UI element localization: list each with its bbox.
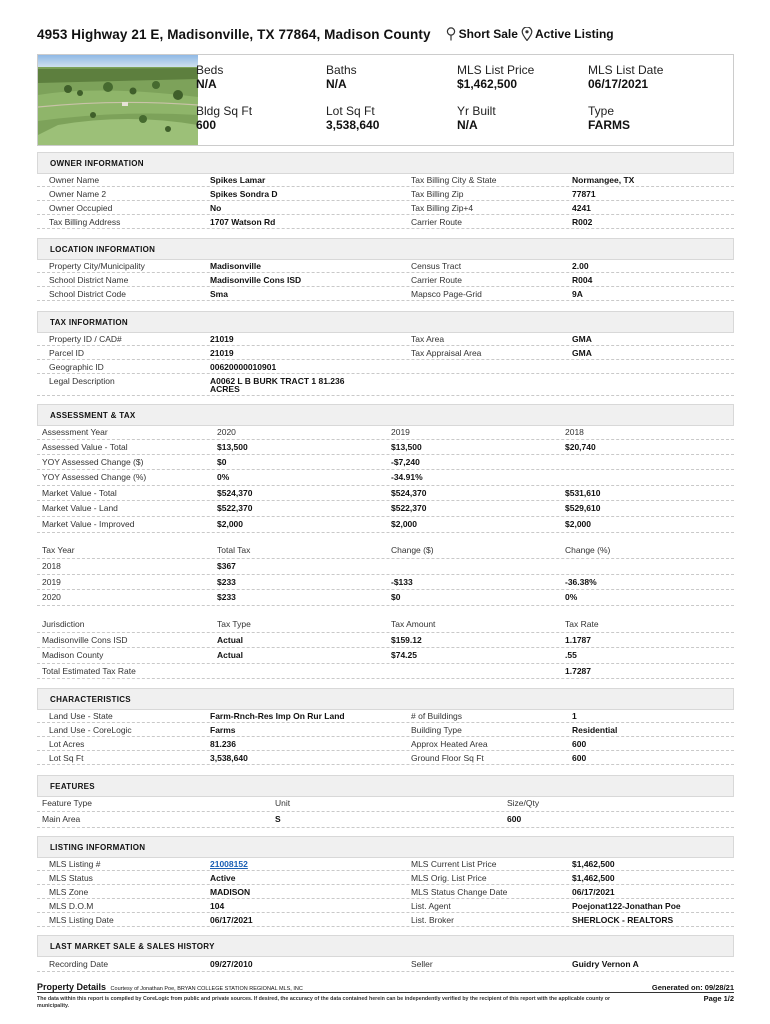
- field-label: 2020: [42, 592, 61, 602]
- table-row: [37, 871, 734, 885]
- table-row: [37, 812, 734, 828]
- column-header: 2019: [391, 427, 410, 437]
- table-row: [37, 201, 734, 215]
- field-label: Owner Name: [49, 175, 100, 185]
- table-row: [37, 575, 734, 590]
- table-row: [37, 857, 734, 871]
- field-value: A0062 L B BURK TRACT 1 81.236: [210, 376, 345, 386]
- mls-listing-link[interactable]: 21008152: [210, 859, 248, 869]
- table-row: [37, 425, 734, 440]
- field-value: 2.00: [572, 261, 589, 271]
- field-label: 2019: [42, 577, 61, 587]
- field-label: Owner Name 2: [49, 189, 107, 199]
- page-number: Page 1/2: [703, 994, 734, 1003]
- list-date-value: 06/17/2021: [588, 77, 649, 91]
- field-label: Building Type: [411, 725, 462, 735]
- owner-section-heading: OWNER INFORMATION: [37, 152, 734, 174]
- field-value: $20,740: [565, 442, 596, 452]
- field-label: Property ID / CAD#: [49, 334, 122, 344]
- table-row: [37, 273, 734, 287]
- field-value: GMA: [572, 348, 592, 358]
- field-value: Madisonville: [210, 261, 262, 271]
- bldg-sqft-value: 600: [196, 118, 217, 132]
- column-header: 2020: [217, 427, 236, 437]
- beds-label: Beds: [196, 63, 224, 77]
- field-label: Carrier Route: [411, 275, 463, 285]
- field-value: Normangee, TX: [572, 175, 635, 185]
- lot-sqft-label: Lot Sq Ft: [326, 104, 375, 118]
- table-row: [37, 957, 734, 972]
- table-row: [37, 590, 734, 606]
- field-label: # of Buildings: [411, 711, 463, 721]
- field-value: $233: [217, 577, 236, 587]
- field-label: Approx Heated Area: [411, 739, 488, 749]
- field-label: Tax Billing City & State: [411, 175, 497, 185]
- field-label: Property City/Municipality: [49, 261, 145, 271]
- field-value: 0%: [217, 472, 230, 482]
- table-row: [37, 559, 734, 575]
- field-label: Carrier Route: [411, 217, 463, 227]
- table-row: [37, 633, 734, 648]
- table-row: [37, 913, 734, 927]
- baths-stat: [326, 63, 446, 92]
- field-value: 1707 Watson Rd: [210, 217, 276, 227]
- field-label: Total Estimated Tax Rate: [42, 666, 136, 676]
- characteristics-section-heading: CHARACTERISTICS: [37, 688, 734, 710]
- table-row: [37, 617, 734, 633]
- location-section-heading: LOCATION INFORMATION: [37, 238, 734, 260]
- column-header: Tax Amount: [391, 619, 436, 629]
- list-date-stat: [588, 63, 708, 92]
- field-value: 1.1787: [565, 635, 591, 645]
- lot-sqft-stat: [326, 104, 446, 133]
- table-row: [37, 259, 734, 273]
- property-address-title: 4953 Highway 21 E, Madisonville, TX 77864, Madison County: [37, 26, 431, 42]
- field-label: Owner Occupied: [49, 203, 113, 213]
- table-row: [37, 215, 734, 229]
- yr-built-label: Yr Built: [457, 104, 496, 118]
- column-header: Tax Type: [217, 619, 251, 629]
- field-value: 4241: [572, 203, 591, 213]
- table-row: [37, 543, 734, 559]
- field-value: 3,538,640: [210, 753, 248, 763]
- field-value: 81.236: [210, 739, 236, 749]
- field-label: Legal Description: [49, 376, 115, 386]
- field-value: $0: [217, 457, 227, 467]
- field-value: 600: [572, 739, 587, 749]
- active-listing-flag: Active Listing: [534, 27, 614, 41]
- field-value: 21019: [210, 348, 234, 358]
- field-value: $522,370: [217, 503, 253, 513]
- field-label: Land Use - CoreLogic: [49, 725, 132, 735]
- map-pin-icon: [445, 27, 457, 41]
- field-value: -34.91%: [391, 472, 423, 482]
- field-value: 09/27/2010: [210, 959, 253, 969]
- field-label: MLS Orig. List Price: [411, 873, 487, 883]
- field-label: School District Name: [49, 275, 129, 285]
- field-value: -36.38%: [565, 577, 597, 587]
- field-label: Geographic ID: [49, 362, 104, 372]
- field-value: 0%: [565, 592, 578, 602]
- field-label: Tax Billing Zip: [411, 189, 464, 199]
- field-value: Farms: [210, 725, 236, 735]
- field-label: MLS Listing #: [49, 859, 101, 869]
- listing-section-heading: LISTING INFORMATION: [37, 836, 734, 858]
- field-value: -$133: [391, 577, 413, 587]
- field-label: 2018: [42, 561, 61, 571]
- column-header: Feature Type: [42, 798, 92, 808]
- beds-value: N/A: [196, 77, 217, 91]
- field-value: $2,000: [217, 519, 243, 529]
- field-value: 06/17/2021: [210, 915, 253, 925]
- field-value: $159.12: [391, 635, 422, 645]
- table-row: [37, 470, 734, 486]
- column-header: Jurisdiction: [42, 619, 85, 629]
- column-header: Total Tax: [217, 545, 251, 555]
- field-label: Market Value - Total: [42, 488, 117, 498]
- field-label: YOY Assessed Change ($): [42, 457, 144, 467]
- short-sale-flag: Short Sale: [458, 27, 518, 41]
- column-header: 2018: [565, 427, 584, 437]
- features-section-heading: FEATURES: [37, 775, 734, 797]
- baths-value: N/A: [326, 77, 347, 91]
- field-label: MLS Current List Price: [411, 859, 497, 869]
- field-value: SHERLOCK - REALTORS: [572, 915, 674, 925]
- field-value: ACRES: [210, 384, 240, 394]
- field-label: Tax Appraisal Area: [411, 348, 482, 358]
- table-row: [37, 346, 734, 360]
- field-value: $524,370: [391, 488, 427, 498]
- field-value: Madisonville Cons ISD: [210, 275, 302, 285]
- table-row: [37, 899, 734, 913]
- list-price-value: $1,462,500: [457, 77, 518, 91]
- last-sale-section-heading: LAST MARKET SALE & SALES HISTORY: [37, 935, 734, 957]
- field-value: $367: [217, 561, 236, 571]
- field-value: Spikes Sondra D: [210, 189, 278, 199]
- field-value: R002: [572, 217, 593, 227]
- field-value: 600: [572, 753, 587, 763]
- table-row: [37, 751, 734, 765]
- field-label: List. Broker: [411, 915, 454, 925]
- field-label: MLS D.O.M: [49, 901, 94, 911]
- field-value: $522,370: [391, 503, 427, 513]
- type-label: Type: [588, 104, 615, 118]
- field-value: 1: [572, 711, 577, 721]
- field-label: Census Tract: [411, 261, 462, 271]
- field-value: 00620000010901: [210, 362, 277, 372]
- table-row: [37, 796, 734, 812]
- field-value: Active: [210, 873, 236, 883]
- footer-title: [37, 982, 303, 992]
- generation-info: [652, 982, 734, 1004]
- field-value: $233: [217, 592, 236, 602]
- column-header: Unit: [275, 798, 291, 808]
- field-label: School District Code: [49, 289, 127, 299]
- field-value: Poejonat122-Jonathan Poe: [572, 901, 681, 911]
- report-title: Property Details: [37, 982, 107, 992]
- field-value: S: [275, 814, 281, 824]
- field-value: GMA: [572, 334, 592, 344]
- field-value: $529,610: [565, 503, 601, 513]
- field-label: Tax Billing Address: [49, 217, 121, 227]
- table-row: [37, 501, 734, 517]
- field-label: Recording Date: [49, 959, 109, 969]
- list-price-stat: [457, 63, 577, 92]
- field-value: No: [210, 203, 222, 213]
- lot-sqft-value: 3,538,640: [326, 118, 380, 132]
- field-value: $1,462,500: [572, 859, 615, 869]
- field-label: Market Value - Land: [42, 503, 118, 513]
- field-value: 77871: [572, 189, 596, 199]
- field-value: Farm-Rnch-Res Imp On Rur Land: [210, 711, 345, 721]
- field-label: Tax Area: [411, 334, 445, 344]
- field-value: 1.7287: [565, 666, 591, 676]
- field-label: Land Use - State: [49, 711, 113, 721]
- list-date-label: MLS List Date: [588, 63, 664, 77]
- property-summary: [37, 54, 734, 146]
- header: [37, 24, 737, 44]
- table-row: [37, 648, 734, 664]
- assessment-section-heading: ASSESSMENT & TAX: [37, 404, 734, 426]
- list-price-label: MLS List Price: [457, 63, 535, 77]
- location-pin-icon: [521, 27, 533, 41]
- table-row: [37, 664, 734, 679]
- field-value: MADISON: [210, 887, 251, 897]
- tax-section-heading: TAX INFORMATION: [37, 311, 734, 333]
- field-value: Sma: [210, 289, 228, 299]
- column-header: Tax Year: [42, 545, 75, 555]
- table-row: [37, 187, 734, 201]
- field-value: Spikes Lamar: [210, 175, 266, 185]
- table-row: [37, 709, 734, 723]
- table-row: [37, 332, 734, 346]
- field-value: $531,610: [565, 488, 601, 498]
- field-label: Main Area: [42, 814, 81, 824]
- field-value: Guidry Vernon A: [572, 959, 639, 969]
- table-row: [37, 360, 734, 374]
- field-value: 06/17/2021: [572, 887, 615, 897]
- yr-built-stat: [457, 104, 577, 133]
- table-row: [37, 440, 734, 455]
- field-label: MLS Status Change Date: [411, 887, 508, 897]
- type-value: FARMS: [588, 118, 630, 132]
- field-value: $1,462,500: [572, 873, 615, 883]
- field-label: Lot Acres: [49, 739, 85, 749]
- field-label: Ground Floor Sq Ft: [411, 753, 484, 763]
- field-label: MLS Status: [49, 873, 93, 883]
- property-aerial-photo[interactable]: [38, 55, 198, 145]
- generated-date: Generated on: 09/28/21: [651, 983, 734, 992]
- field-value: Residential: [572, 725, 618, 735]
- column-header: Change ($): [391, 545, 434, 555]
- footer-divider: [37, 992, 734, 993]
- field-value: $524,370: [217, 488, 253, 498]
- field-label: MLS Zone: [49, 887, 89, 897]
- field-value: R004: [572, 275, 593, 285]
- field-label: Seller: [411, 959, 433, 969]
- field-value: $2,000: [565, 519, 591, 529]
- table-row: [37, 486, 734, 501]
- beds-stat: [196, 63, 316, 92]
- field-value: 104: [210, 901, 225, 911]
- field-label: Lot Sq Ft: [49, 753, 84, 763]
- column-header: Assessment Year: [42, 427, 108, 437]
- field-value: $0: [391, 592, 401, 602]
- field-value: $13,500: [217, 442, 248, 452]
- bldg-sqft-stat: [196, 104, 316, 133]
- disclaimer-text: The data within this report is compiled by CoreLogic from public and private sources. If desired, the accuracy of the data contained herein can be independently verified by the recipient of this report with the applicable county or municipality.: [37, 996, 611, 1009]
- baths-label: Baths: [326, 63, 357, 77]
- field-value: $13,500: [391, 442, 422, 452]
- field-label: Madison County: [42, 650, 104, 660]
- yr-built-value: N/A: [457, 118, 478, 132]
- field-value: Actual: [217, 635, 243, 645]
- column-header: Size/Qty: [507, 798, 540, 808]
- field-value: .55: [565, 650, 577, 660]
- field-value: $2,000: [391, 519, 417, 529]
- table-row: [37, 374, 734, 396]
- field-label: MLS Listing Date: [49, 915, 114, 925]
- field-label: Parcel ID: [49, 348, 84, 358]
- field-label: Mapsco Page-Grid: [411, 289, 482, 299]
- field-label: List. Agent: [411, 901, 451, 911]
- table-row: [37, 737, 734, 751]
- field-value: 21019: [210, 334, 234, 344]
- table-row: [37, 723, 734, 737]
- table-row: [37, 455, 734, 470]
- table-row: [37, 287, 734, 301]
- field-value: -$7,240: [391, 457, 420, 467]
- field-value: Actual: [217, 650, 243, 660]
- table-row: [37, 173, 734, 187]
- column-header: Tax Rate: [565, 619, 599, 629]
- field-value: $74.25: [391, 650, 417, 660]
- column-header: Change (%): [565, 545, 611, 555]
- bldg-sqft-label: Bldg Sq Ft: [196, 104, 253, 118]
- field-label: Madisonville Cons ISD: [42, 635, 128, 645]
- field-value: 9A: [572, 289, 583, 299]
- field-label: Assessed Value - Total: [42, 442, 128, 452]
- table-row: [37, 885, 734, 899]
- field-value: 600: [507, 814, 522, 824]
- table-row: [37, 517, 734, 533]
- courtesy-note: Courtesy of Jonathan Poe, BRYAN COLLEGE STATION REGIONAL MLS, INC: [110, 986, 303, 992]
- field-label: Tax Billing Zip+4: [411, 203, 474, 213]
- field-label: Market Value - Improved: [42, 519, 135, 529]
- field-label: YOY Assessed Change (%): [42, 472, 147, 482]
- type-stat: [588, 104, 708, 133]
